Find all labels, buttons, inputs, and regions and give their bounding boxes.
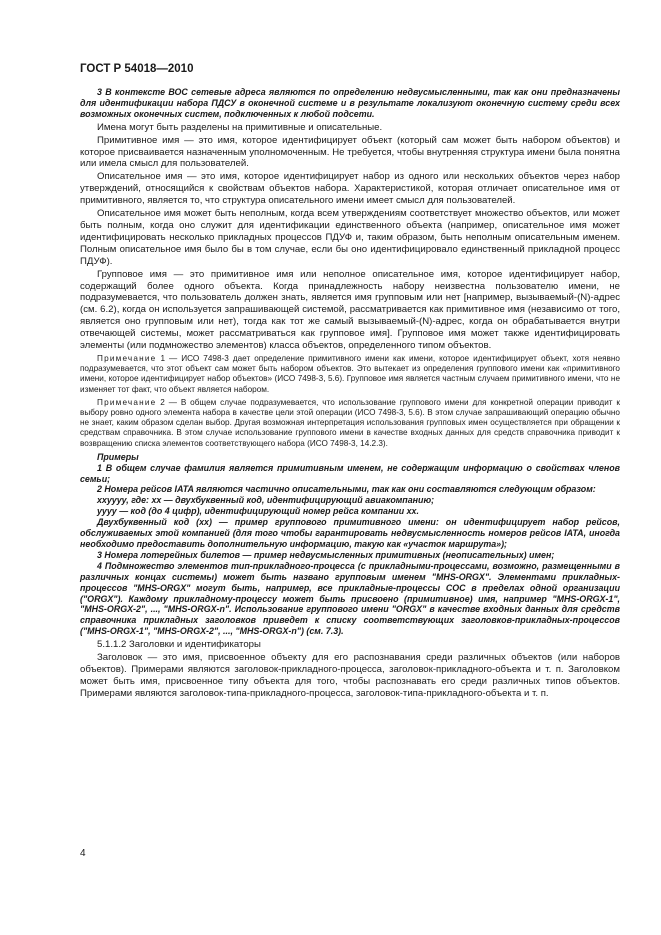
note-text: 2 — В общем случае подразумевается, что использование группового имени для конкретной операции приводит к выбору ровно одного элемента набора в качестве цели этой операции (ИСО 7498-3, 5.6). В этом случае запрашивающий операцию обычно не знает, каким образом сделан выбор. Другая возможная интерпретация использования групповых имен осуществляется при обращении к средствам справочника. В этом случае использование группового имени в качестве входных данных для средств справочника приводит к возвращению списка элементов соответствующего набора (ИСО 7498-3, 14.2.3).: [80, 397, 620, 448]
paragraph: Описательное имя — это имя, которое идентифицирует набор из одного или нескольких объектов через набор утверждений, относящийся к свойствам объектов набора. Характеристикой, которая отличает описательное имя от примитивного, является то, что структура описательного имени имеет смысл для пользователей.: [80, 171, 620, 207]
paragraph: Заголовок — это имя, присвоенное объекту для его распознавания среди различных объектов (или наборов объектов). Примерами являются заголовок-прикладного-процесса, заголовок-прикладного-объекта и т. п. Заголовком может быть имя, присвоенное типу объекта для того, чтобы распознавать его среди различных типов объектов. Примерами являются заголовок-типа-прикладного-процесса, заголовок-типа-прикладного-объекта и т. п.: [80, 652, 620, 699]
note-label: Примечание: [97, 353, 157, 363]
paragraph: Групповое имя — это примитивное имя или неполное описательное имя, которое идентифицирует набор, содержащий более одного объекта. Когда принадлежность набору неизвестна пользователю имени, не подразумевается, что пользователь должен знать, является имя групповым или нет [например, вызываемый-(N)-адрес (см. 6.2), когда он используется запрашивающей системой, рассматривается как примитивное имя (независимо от того, является оно групповым или нет), тогда как тот же самый вызываемый-(N)-адрес, когда он обрабатывается внутри отвечающей системы, может рассматриваться как групповое имя]. Групповое имя может также идентифицировать элементы (или подмножество элементов) класса объектов, определенного типом объектов.: [80, 268, 620, 352]
page-content: [80, 87, 620, 701]
examples-heading: Примеры: [97, 451, 139, 462]
paragraph: Примитивное имя — это имя, которое идентифицирует объект (который сам может быть набором объектов) и которое присваивается назначенным уполномоченным. Не требуется, чтобы внутренняя структура имени была понятна или имела смысл для пользователей.: [80, 134, 620, 170]
document-header: ГОСТ Р 54018—2010: [80, 63, 194, 75]
example-item: 4 Подмножество элементов тип-прикладного-процесса (с прикладными-процессами, возможно, размещенными в различных концах системы) может быть названо групповым именем "MHS-ORGX". Элементами прикладных-процессов "MHS-ORGX" могут быть, например, все прикладные-процессы СОС в пределах одной организации ("ORGX"). Каждому прикладному-процессу может быть присвоено (примитивное) имя, например "MHS-ORGX-1", "MHS-ORGX-2", ..., "MHS-ORGX-n". Использование группового имени "ORGX" в качестве входных данных для средств справочника прикладных заголовков приведет к списку соответствующих заголовков-прикладных-процессов ("MHS-ORGX-1", "MHS-ORGX-2", ..., "MHS-ORGX-n") (см. 7.3).: [80, 560, 620, 637]
example-item: 3 Номера лотерейных билетов — пример недвусмысленных примитивных (неописательных) имен;: [97, 549, 555, 560]
paragraph: Имена могут быть разделены на примитивные и описательные.: [97, 121, 383, 133]
note-2: [80, 398, 620, 449]
note-text: 1 — ИСО 7498-3 дает определение примитивного имени как имени, которое идентифицирует объект, хотя неявно подразумевается, что этот объект сам может быть набором объектов. Это вытекает из определения группового имени как «примитивного имени, которое идентифицирует набор объектов» (ИСО 7498-3, 5.6). Групповое имя является частным случаем примитивного имени, что не изменяет тот факт, что объект является набором.: [80, 353, 620, 394]
example-item: 1 В общем случае фамилия является примитивным именем, не содержащим информацию о свойствах членов семьи;: [80, 462, 620, 484]
note-1: [80, 354, 620, 395]
paragraph: Описательное имя может быть неполным, когда всем утверждениям соответствует множество объектов, или может быть полным, когда оно служит для идентификации единственного объекта (например, описательное имя может идентифицировать несколько прикладных процессов ПДУФ и, таким образом, быть неполным описательным именем. Полным описательное имя было бы в том случае, если бы оно идентифицировало единственный прикладной процесс ПДУФ).: [80, 208, 620, 267]
network-address-note: 3 В контексте ВОС сетевые адреса являются по определению недвусмысленными, так как они предназначены для идентификации набора ПДСУ в оконечной системе и в результате локализуют оконечную систему среди всех возможных оконечных систем, подключенных к любой подсети.: [80, 87, 620, 119]
example-item: 2 Номера рейсов IATA являются частично описательными, так как они составляются следующим образом:: [97, 484, 596, 495]
page-number: 4: [80, 848, 86, 859]
section-heading: 5.1.1.2 Заголовки и идентификаторы: [97, 639, 261, 651]
example-item: Двухбуквенный код (xx) — пример группового примитивного имени: он идентифицирует набор рейсов, обслуживаемых этой компанией (для того чтобы гарантировать недвусмысленность номеров рейсов IATA, иногда необходимо предоставить дополнительную информацию, такую как «участок маршрута»);: [80, 517, 620, 550]
example-item: xxyyyy, где: xx — двухбуквенный код, идентифицирующий авиакомпанию;: [97, 495, 435, 506]
example-item: yyyy — код (до 4 цифр), идентифицирующий номер рейса компании xx.: [97, 506, 419, 517]
note-label: Примечание: [97, 397, 157, 407]
